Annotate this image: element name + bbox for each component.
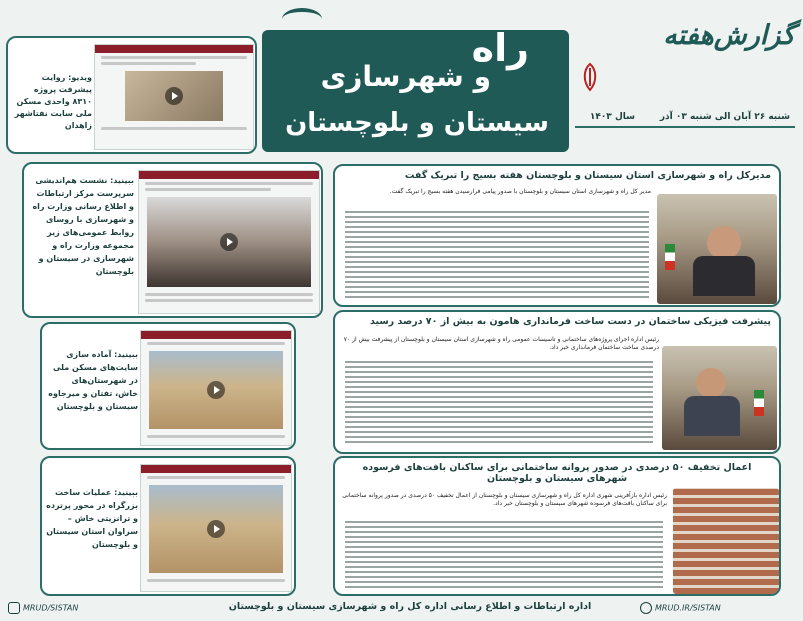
video-frame <box>149 485 283 573</box>
footer-left-handle[interactable] <box>8 602 148 618</box>
video-card-3[interactable] <box>40 322 296 450</box>
ministry-logo <box>577 62 603 92</box>
title-swoosh <box>282 8 322 30</box>
news-card-3[interactable] <box>333 456 781 596</box>
video-caption: ببینید: نشست هم‌اندیشی سرپرست مرکز ارتباطات و اطلاع رسانی وزارت راه و شهرسازی با روسای روابط عمومی‌های زیر مجموعه وزارت راه و شهرسازی در سیستان و بلوچستان <box>32 176 134 276</box>
video-frame <box>125 71 223 121</box>
news-lead: مدیر کل راه و شهرسازی استان سیستان و بلوچستان با صدور پیامی فرارسیدن هفته بسیج را تبریک گفت. <box>389 188 651 195</box>
news-body-text <box>339 356 659 448</box>
masthead-title: گزارش‌هفته <box>663 20 795 51</box>
title-box <box>262 26 569 152</box>
play-icon <box>206 519 226 539</box>
year-line: سال ۱۴۰۳ <box>589 112 635 122</box>
news-headline: پیشرفت فیزیکی ساختمان در دست ساخت فرمانداری هامون به بیش از ۷۰ درصد رسید <box>369 316 771 327</box>
person-figure <box>696 368 726 398</box>
video-screenshot[interactable] <box>94 44 254 150</box>
video-caption: ببینید: آماده سازی سایت‌های مسکن ملی در شهرستان‌های خاش، تفتان و میرجاوه سیستان و بلوچستان <box>48 350 138 411</box>
title-mid: و شهرسازی <box>320 60 491 93</box>
video-screenshot[interactable] <box>140 330 292 446</box>
news-headline: اعمال تخفیف ۵۰ درصدی در صدور پروانه ساختمانی برای ساکنان بافت‌های فرسوده شهرهای سیستان و بلوچستان <box>362 462 752 484</box>
video-screenshot[interactable] <box>138 170 320 314</box>
date-line: شنبه ۲۶ آبان الی شنبه ۰۳ آذر <box>659 112 790 122</box>
instagram-icon <box>8 602 20 614</box>
footer-left-handle-text: MRUD/SISTAN <box>23 603 79 613</box>
video-caption: ببینید: عملیات ساخت بزرگراه در محور پرترده و ترانزیتی خاش – سراوان استان سیستان و بلوچستان <box>46 488 138 549</box>
footer-right-handle[interactable] <box>640 602 800 618</box>
play-icon <box>164 86 184 106</box>
news-photo <box>657 194 777 304</box>
person-body <box>693 256 755 296</box>
news-lead: رئیس اداره اجرای پروژه‌های ساختمانی و تاسیسات عمومی راه و شهرسازی استان سیستان و بلوچستان از پیشرفت بیش از ۷۰ درصدی ساخت ساختمان فرمانداری خبر داد. <box>343 336 659 351</box>
video-card-2[interactable] <box>22 162 323 318</box>
video-frame <box>149 351 283 429</box>
video-card-1[interactable] <box>6 36 257 154</box>
footer-bar <box>0 598 803 621</box>
person-body <box>684 396 740 436</box>
news-photo <box>662 346 777 450</box>
news-headline: مدیرکل راه و شهرسازی استان سیستان و بلوچستان هفته بسیج را تبریک گفت <box>404 170 771 181</box>
news-card-1[interactable] <box>333 164 781 307</box>
title-bottom: سیستان و بلوچستان <box>285 108 549 138</box>
globe-icon <box>640 602 652 614</box>
footer-center-text: اداره ارتباطات و اطلاع رسانی اداره کل راه و شهرسازی سیستان و بلوچستان <box>228 601 592 612</box>
news-lead: رئیس اداره بازآفرینی شهری اداره کل راه و شهرسازی سیستان و بلوچستان از اعمال تخفیف ۵۰ درصدی در صدور پروانه ساختمانی برای ساکنان بافت‌های فرسوده شهرهای سیستان و بلوچستان خبر داد. <box>342 492 667 507</box>
date-underline <box>575 126 795 128</box>
news-card-2[interactable] <box>333 310 781 454</box>
flag-icon <box>754 390 764 416</box>
play-icon <box>219 232 239 252</box>
play-icon <box>206 380 226 400</box>
news-photo <box>673 488 779 594</box>
news-body-text <box>339 516 669 593</box>
ministry-emblem-icon <box>577 62 603 92</box>
video-caption: ویدیو: روایت پیشرفت پروژه ۸۳۱۰ واحدی مسکن ملی سایت نفتاشهر زاهدان <box>14 73 92 130</box>
title-top: راه <box>471 26 529 70</box>
news-body-text <box>339 206 655 303</box>
video-card-4[interactable] <box>40 456 296 596</box>
masthead <box>600 20 795 68</box>
footer-right-handle-text: MRUD.IR/SISTAN <box>655 603 721 613</box>
person-figure <box>707 226 741 260</box>
flag-icon <box>665 244 675 270</box>
video-frame <box>147 197 311 287</box>
video-screenshot[interactable] <box>140 464 292 592</box>
